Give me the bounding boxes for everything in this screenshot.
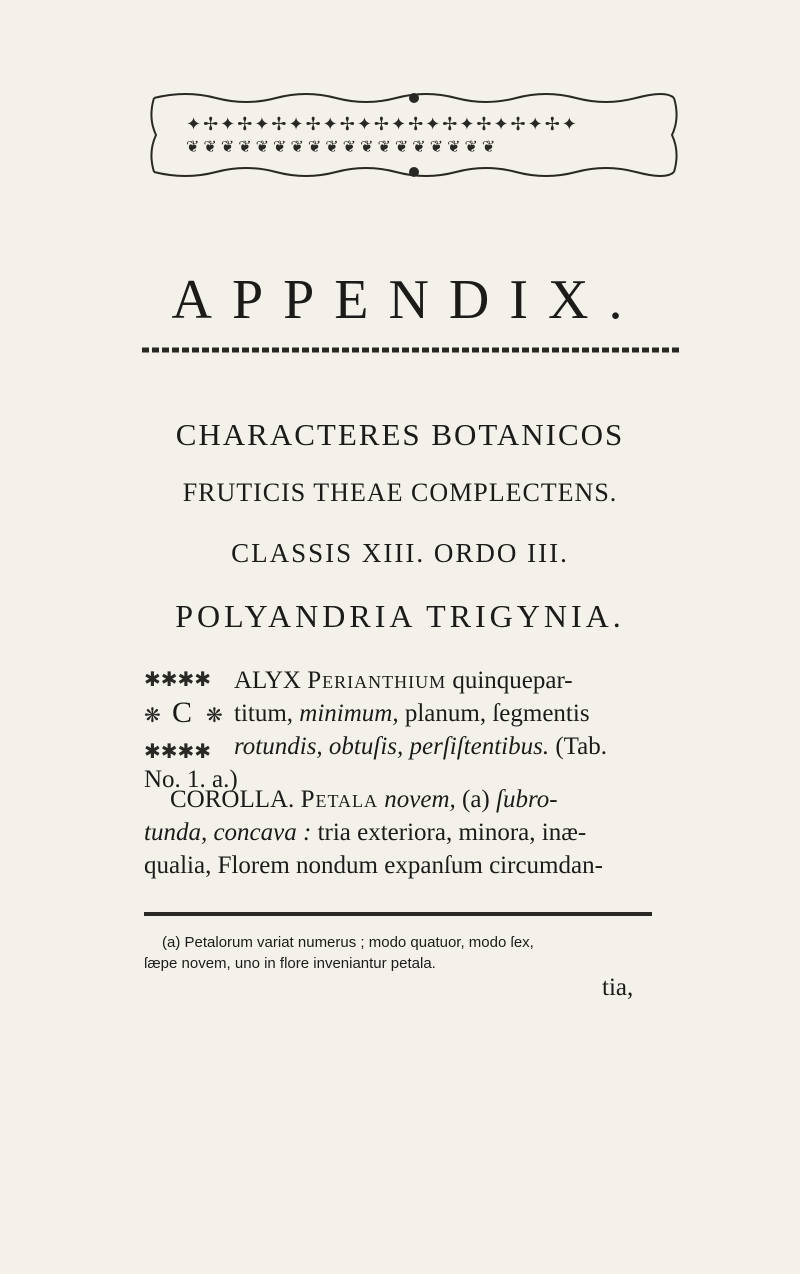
calyx-text-c: (Tab. xyxy=(555,733,608,760)
footnote-rule xyxy=(144,912,652,916)
initial-letter: C xyxy=(172,696,193,729)
corolla-term: Petala xyxy=(300,786,379,813)
corolla-text-c: qualia, Florem nondum expanſum circumdan- xyxy=(144,852,603,879)
corolla-ital-a: novem, xyxy=(384,786,456,813)
svg-text:❋: ❋ xyxy=(144,703,161,727)
svg-text:✱✱✱✱: ✱✱✱✱ xyxy=(144,667,212,691)
svg-text:❋: ❋ xyxy=(206,703,223,727)
calyx-ital-b: minimum, xyxy=(299,700,399,727)
corolla-ital-a2: ſubro- xyxy=(496,786,558,813)
calyx-text-b2: planum, ſegmentis xyxy=(404,700,590,727)
calyx-text-d: No. 1. a.) xyxy=(144,766,238,793)
corolla-text-a: (a) xyxy=(462,786,490,813)
heading-line-2: FRUTICIS THEAE COMPLECTENS. xyxy=(182,478,618,507)
svg-text:❦❦❦❦❦❦❦❦❦❦❦❦❦❦❦❦❦❦: ❦❦❦❦❦❦❦❦❦❦❦❦❦❦❦❦❦❦ xyxy=(186,137,500,156)
svg-text:✦✢✦✢✦✢✦✢✦✢✦✢✦✢✦✢✦✢✦✢✦✢✦: ✦✢✦✢✦✢✦✢✦✢✦✢✦✢✦✢✦✢✦✢✦✢✦ xyxy=(186,114,579,135)
corolla-text-b: tria exteriora, minora, inæ- xyxy=(317,819,587,846)
svg-text:✱✱✱✱: ✱✱✱✱ xyxy=(144,739,212,762)
ornamental-initial xyxy=(144,666,228,762)
calyx-ital-c: rotundis, obtuſis, perſiſtentibus. xyxy=(234,733,550,760)
corolla-ital-b: tunda, concava : xyxy=(144,819,312,846)
headpiece-ornament xyxy=(146,88,682,180)
calyx-text-a: quinquepar- xyxy=(452,667,573,694)
heading-line-3: CLASSIS XIII. ORDO III. xyxy=(231,538,569,568)
footnote xyxy=(144,932,664,974)
heading-line-4: POLYANDRIA TRIGYNIA. xyxy=(175,598,625,634)
heading-line-1: CHARACTERES BOTANICOS xyxy=(175,417,625,452)
calyx-text-b: titum, xyxy=(234,700,294,727)
catchword: tia, xyxy=(602,974,634,1001)
footnote-line-2: ſæpe novem, uno in flore inveniantur petala. xyxy=(144,955,436,972)
page-title: APPENDIX. xyxy=(171,269,643,331)
calyx-term: Perianthium xyxy=(307,667,447,694)
calyx-paragraph xyxy=(144,664,649,796)
footnote-line-1: (a) Petalorum variat numerus ; modo quatuor, modo ſex, xyxy=(162,934,534,951)
corolla-lead: COROLLA. xyxy=(170,786,295,813)
decorative-rule xyxy=(142,345,682,355)
calyx-lead: ALYX xyxy=(234,667,301,694)
corolla-paragraph xyxy=(144,783,649,882)
